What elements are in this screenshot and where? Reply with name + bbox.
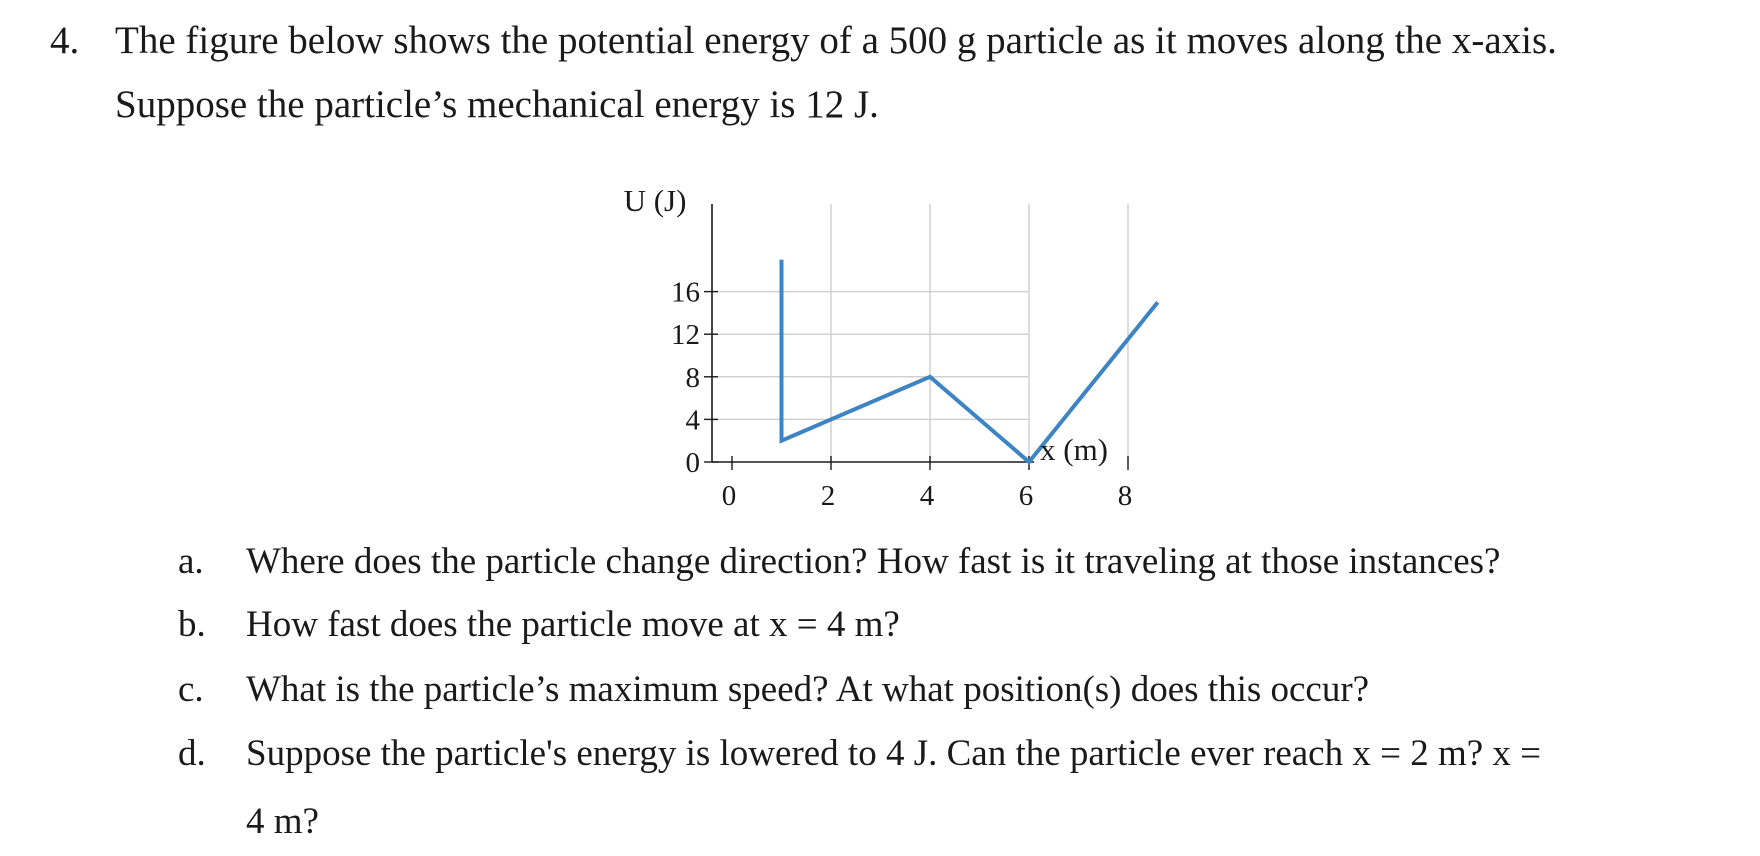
x-tick-label: 2 bbox=[820, 480, 836, 512]
x-tick-label: 6 bbox=[1018, 480, 1034, 512]
subquestion-text: What is the particle’s maximum speed? At what position(s) does this occur? bbox=[246, 669, 1370, 710]
chart-ticks bbox=[671, 277, 1132, 512]
subquestion-label: c. bbox=[178, 669, 204, 710]
x-axis-label: x (m) bbox=[1040, 432, 1109, 467]
potential-energy-chart bbox=[600, 180, 1280, 530]
x-tick-label: 4 bbox=[919, 480, 935, 512]
subquestion-text: Suppose the particle's energy is lowered to 4 J. Can the particle ever reach x = 2 m? x = bbox=[246, 733, 1542, 774]
problem-statement-line-1: The figure below shows the potential energy of a 500 g particle as it moves along the x-axis. bbox=[115, 19, 1557, 62]
subquestion-text: Where does the particle change direction? How fast is it traveling at those instances? bbox=[246, 541, 1501, 582]
problem-number: 4. bbox=[50, 19, 80, 62]
y-axis-label: U (J) bbox=[623, 183, 687, 218]
x-tick-label: 8 bbox=[1117, 480, 1133, 512]
y-tick-label: 8 bbox=[685, 361, 700, 394]
subquestion-label: d. bbox=[178, 733, 206, 774]
y-tick-label: 12 bbox=[671, 319, 700, 352]
problem-statement-line-2: Suppose the particle’s mechanical energy is 12 J. bbox=[115, 83, 879, 126]
x-tick-label: 0 bbox=[721, 480, 737, 512]
subquestion-d-continued: 4 m? bbox=[246, 801, 319, 842]
y-tick-label: 16 bbox=[671, 276, 700, 309]
subquestion-text: How fast does the particle move at x = 4 m? bbox=[246, 604, 900, 645]
y-tick-label: 0 bbox=[685, 447, 700, 479]
chart-grid bbox=[712, 204, 1128, 462]
y-tick-label: 4 bbox=[685, 404, 700, 437]
subquestion-label: b. bbox=[178, 604, 206, 645]
subquestion-label: a. bbox=[178, 541, 204, 582]
